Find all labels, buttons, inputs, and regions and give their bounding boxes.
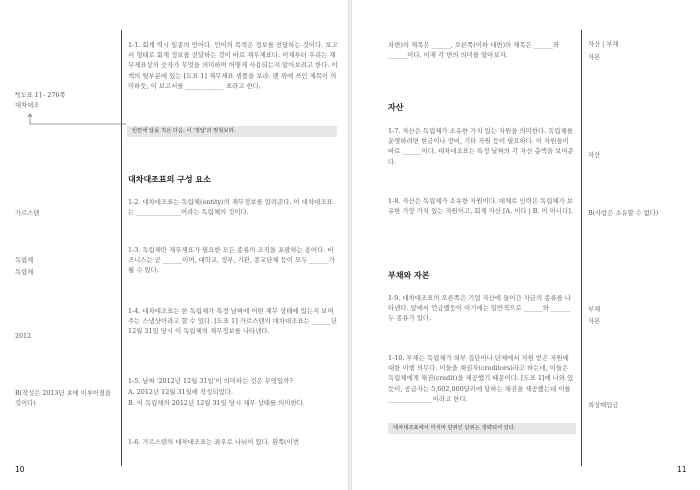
instruction-note: 빈칸에 답을 적은 다음, 이 '정답'과 맞춰보라. [127, 126, 337, 137]
page-number-left: 10 [15, 465, 25, 474]
answer-1-10: 외상매입금 [588, 402, 619, 409]
right-column-rule [581, 30, 582, 466]
item-1-5-option-a: A. 2012년 12월 31일에 작성되었다. [128, 388, 233, 396]
answer-1-4: 2012 [15, 333, 32, 340]
section-heading-components: 대차대조표의 구성 요소 [128, 175, 211, 184]
item-1-6: 1-6. 가르스텐의 대차대조표는 좌우로 나뉘어 있다. 왼쪽(이번 [128, 438, 300, 446]
item-1-9: 1-9. 대차대조표의 오른쪽은 기업 자산에 들어간 자금의 종류를 나타낸다. 앞에서 언급했듯이 여기에는 일반적으로 ______와 ______ 두 종류가 있다. [388, 294, 571, 323]
unit-note: 대차대조표에서 마지막 단위인 단위는 생략되어 있다. [388, 423, 576, 434]
item-1-7: 1-7. 자산은 독립체가 소유한 가치 있는 자원을 의미한다. 독립체를 운영하려면 현금이나 장비, 기타 자원 등이 필요하다. 이 자원들이 바로 ______이다. 대차대조표는 특정 날짜의 각 자산 총액을 보여준다. [388, 127, 574, 166]
item-1-3: 1-3. 독립체란 재무제표가 필요한 모든 종류의 조직을 포괄하는 용어다. 비즈니스는 곧 ______이며, 대학교, 정부, 기관, 종교단체 등이 모두 ______가 될 수 있다. [128, 246, 335, 275]
right-page [352, 0, 700, 490]
page-number-right: 11 [677, 465, 687, 474]
side-reference: *[도표 1] - 276쪽 [15, 92, 66, 99]
item-1-6-continued: 차변)의 제목은 ______, 오른쪽(이하 대변)의 제목은 ______와 ______이다. 이제 각 면의 의미를 알아보자. [388, 41, 560, 60]
answer-1-6a: 자산 | 부채 [588, 41, 619, 48]
answer-1-6b: 자본 [588, 54, 601, 61]
answer-1-1: 대차대조 [15, 102, 40, 109]
left-page [0, 0, 348, 490]
item-1-5-option-b: B. 이 독립체의 2012년 12월 31일 당시 재무 상태를 의미한다. [128, 399, 305, 407]
item-1-5: 1-5. 날짜 '2012년 12월 31일'이 의미하는 것은 무엇일까? [128, 377, 293, 385]
item-1-10: 1-10. 부채는 독립체가 외부 집단이나 단체에서 자원 받은 자원에 대한 이행 의무다. 이들을 채권자(creditors)라고 하는데, 이들은 독립체에게 채권(credit)을 제공했기 때문이다. [도표 1]에 나와 있듯이, 공급자는 5,602,000달러에 달하는 채권을 제공했는데 이를 ______________이라고 한다. [388, 354, 574, 403]
item-1-8: 1-8. 자산은 독립체가 소유한 자원이다. 대체로 인력은 독립체가 보유한 가장 가치 있는 자원이고, 회계 자산 [A. 이다 | B. 이 아니다]. [388, 197, 573, 216]
answer-1-9b: 자본 [588, 318, 601, 325]
answer-1-3b: 독립체 [15, 269, 34, 276]
item-1-1: 1-1. 회계 역시 일종의 언어다. 언어의 목적은 정보를 전달하는 것이다. 보고서 형태로 회계 정보를 전달하는 것이 바로 재무제표다. 이제부터 우리는 재무제표상의 숫자가 무엇을 의미하며 어떻게 사용되는지 알아보려고 한다. 이 책의 뒷부분에 있는 [도표 1] 재무제표 샘플을 보라. 맨 위에 쓰인 제목이 의미하듯, 이 보고서를 ____________ 표라고 한다. [128, 41, 338, 90]
section-heading-assets: 자산 [388, 103, 404, 112]
answer-1-5: B(작성은 2013년 초에 이루어졌을 것이다) [15, 390, 112, 407]
arrow-icon [28, 112, 128, 132]
item-1-4: 1-4. 대차대조표는 한 독립체가 특정 날짜에 어떤 재무 상태에 있는지 보여주는 스냅샷이라고 할 수 있다. [도표 1] 가르스텐의 대차대조표는 ______년 12월 31일 당시 이 독립체의 재무정보를 나타낸다. [128, 307, 338, 336]
answer-1-8: B(사람은 소유할 수 없다) [588, 210, 659, 217]
item-1-2: 1-2. 대차대조표는 독립체(entity)의 재무정보를 알려준다. 이 대차대조표는 ______________이라는 독립체의 것이다. [128, 198, 333, 217]
answer-1-9a: 부채 [588, 306, 601, 313]
left-column-rule [121, 30, 122, 466]
answer-1-2: 가르스텐 [15, 210, 40, 217]
answer-1-3a: 독립체 [15, 257, 34, 264]
answer-1-7: 자산 [588, 152, 601, 159]
section-heading-liabilities-equity: 부채와 자본 [388, 271, 430, 280]
